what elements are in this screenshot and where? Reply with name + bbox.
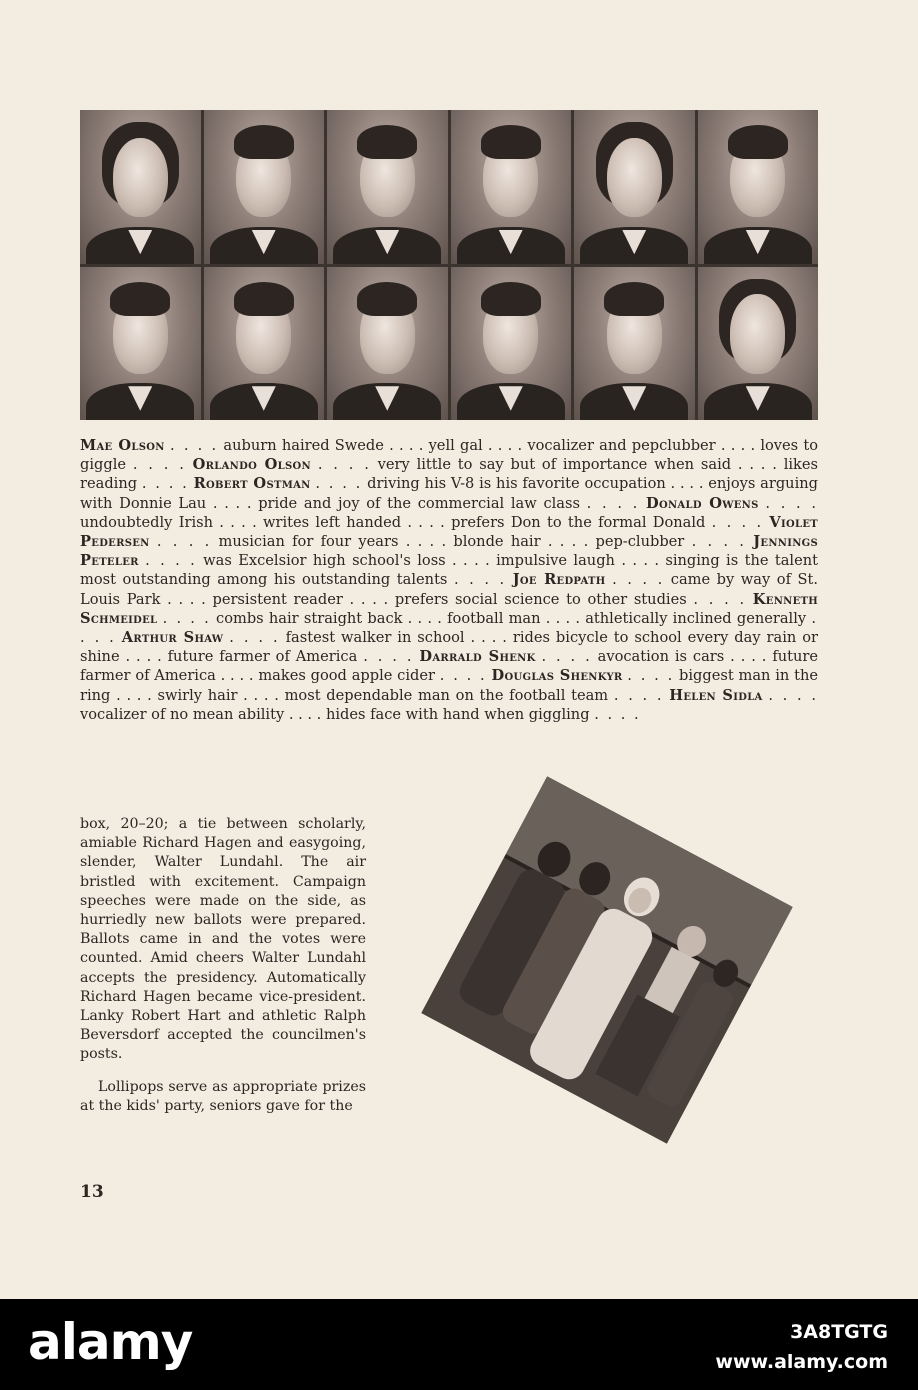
- story-paragraph-1: box, 20–20; a tie between scholarly, amiable Richard Hagen and easygoing, slender, Walter Lundahl. The air bristled with excitement. Campaign speeches were made on the side, as hurriedly new ballots were prepared. Ballots came in and the votes were counted. Amid cheers Walter Lundahl accepts the presidency. Automatically Richard Hagen became vice-president. Lanky Robert Hart and athletic Ralph Beversdorf accepted the councilmen's posts.: [80, 816, 366, 1063]
- stock-watermark-banner: [0, 1299, 918, 1390]
- senior-portrait: [451, 267, 572, 421]
- bio-separator: . . . .: [691, 533, 746, 551]
- senior-description: avocation is cars . . . . future farmer of America . . . . makes good apple cider: [80, 648, 819, 685]
- site-url: www.alamy.com: [715, 1351, 888, 1373]
- senior-name: Violet Pedersen: [80, 513, 818, 551]
- senior-description: very little to say but of importance when said . . . . likes reading: [80, 456, 819, 493]
- bio-separator: . . . .: [363, 648, 414, 666]
- bio-separator: . . . .: [627, 667, 675, 685]
- senior-bio-paragraph: [80, 436, 818, 724]
- senior-portrait: [80, 110, 201, 264]
- senior-description: auburn haired Swede . . . . yell gal . . . . vocalizer and pepclubber . . . . loves to giggle: [80, 437, 819, 474]
- senior-description: vocalizer of no mean ability . . . . hides face with hand when giggling: [80, 705, 590, 723]
- bio-separator: . . . .: [541, 648, 592, 666]
- page-number: 13: [80, 1182, 104, 1202]
- senior-name: Jennings Peteler: [80, 533, 819, 570]
- bio-separator: . . . .: [439, 667, 487, 685]
- senior-name: Darrald Shenk: [419, 648, 536, 666]
- senior-description: came by way of St. Louis Park . . . . persistent reader . . . . prefers social science to other studies: [80, 571, 819, 608]
- alamy-logo: alamy: [28, 1313, 193, 1371]
- senior-name: Helen Sidla: [669, 686, 763, 704]
- bio-separator: . . . .: [145, 552, 197, 570]
- candid-photo-illustration: [421, 776, 792, 1143]
- bio-separator: . . . .: [693, 590, 747, 608]
- senior-name: Donald Owens: [646, 494, 759, 512]
- bio-separator: . . . .: [453, 571, 507, 589]
- bio-separator: . . . .: [765, 494, 818, 512]
- senior-portrait: [698, 110, 819, 264]
- senior-portrait: [574, 267, 695, 421]
- senior-name: Mae Olson: [80, 437, 165, 454]
- image-code: 3A8TGTG: [790, 1321, 888, 1343]
- senior-portrait-grid: [80, 110, 818, 420]
- senior-portrait: [204, 267, 325, 421]
- class-story-column: [80, 815, 366, 1129]
- bio-separator: . . . .: [156, 533, 212, 551]
- senior-name: Arthur Shaw: [121, 629, 224, 647]
- bio-separator: . . . .: [80, 609, 819, 647]
- senior-description: was Excelsior high school's loss . . . . impulsive laugh . . . . singing is the talent most outstanding among his outstanding talents: [80, 552, 818, 589]
- senior-name: Douglas Shenkyr: [491, 667, 623, 685]
- bio-separator: . . . .: [613, 686, 664, 704]
- senior-description: biggest man in the ring . . . . swirly hair . . . . most dependable man on the football team: [80, 667, 818, 704]
- senior-name: Kenneth Schmeidel: [80, 590, 818, 627]
- bio-separator: . . . .: [711, 513, 764, 531]
- senior-name: Robert Ostman: [193, 475, 311, 493]
- senior-portrait: [327, 267, 448, 421]
- senior-portrait: [574, 110, 695, 264]
- senior-description: combs hair straight back . . . . football man . . . . athletically inclined generally: [216, 609, 807, 627]
- senior-description: musician for four years . . . . blonde hair . . . . pep-clubber: [218, 533, 685, 551]
- senior-portrait: [451, 110, 572, 264]
- candid-party-photo: [421, 776, 792, 1143]
- bio-separator: . . . .: [317, 456, 371, 474]
- senior-name: Orlando Olson: [192, 456, 311, 474]
- bio-separator: . . . .: [612, 571, 665, 589]
- senior-description: driving his V-8 is his favorite occupation . . . . enjoys arguing with Donnie Lau . . . . pride and joy of the commercial law class: [80, 475, 818, 512]
- story-paragraph-2: Lollipops serve as appropriate prizes at the kids' party, seniors gave for the: [80, 1078, 366, 1114]
- bio-separator: . . . .: [162, 609, 211, 627]
- senior-portrait: [327, 110, 448, 264]
- senior-description: undoubtedly Irish . . . . writes left handed . . . . prefers Don to the formal Donald: [80, 513, 706, 531]
- senior-description: fastest walker in school . . . . rides bicycle to school every day rain or shine . . . . future farmer of America: [80, 629, 818, 666]
- bio-separator: . . . .: [586, 494, 640, 512]
- senior-portrait: [80, 267, 201, 421]
- bio-separator: . . . .: [315, 475, 363, 493]
- bio-separator: . . . .: [768, 686, 819, 704]
- bio-separator: . . . .: [594, 705, 641, 723]
- bio-separator: . . . .: [141, 475, 189, 493]
- senior-portrait: [204, 110, 325, 264]
- bio-separator: . . . .: [169, 437, 219, 454]
- bio-separator: . . . .: [229, 629, 280, 647]
- senior-name: Joe Redpath: [512, 571, 606, 589]
- bio-separator: . . . .: [132, 456, 186, 474]
- senior-portrait: [698, 267, 819, 421]
